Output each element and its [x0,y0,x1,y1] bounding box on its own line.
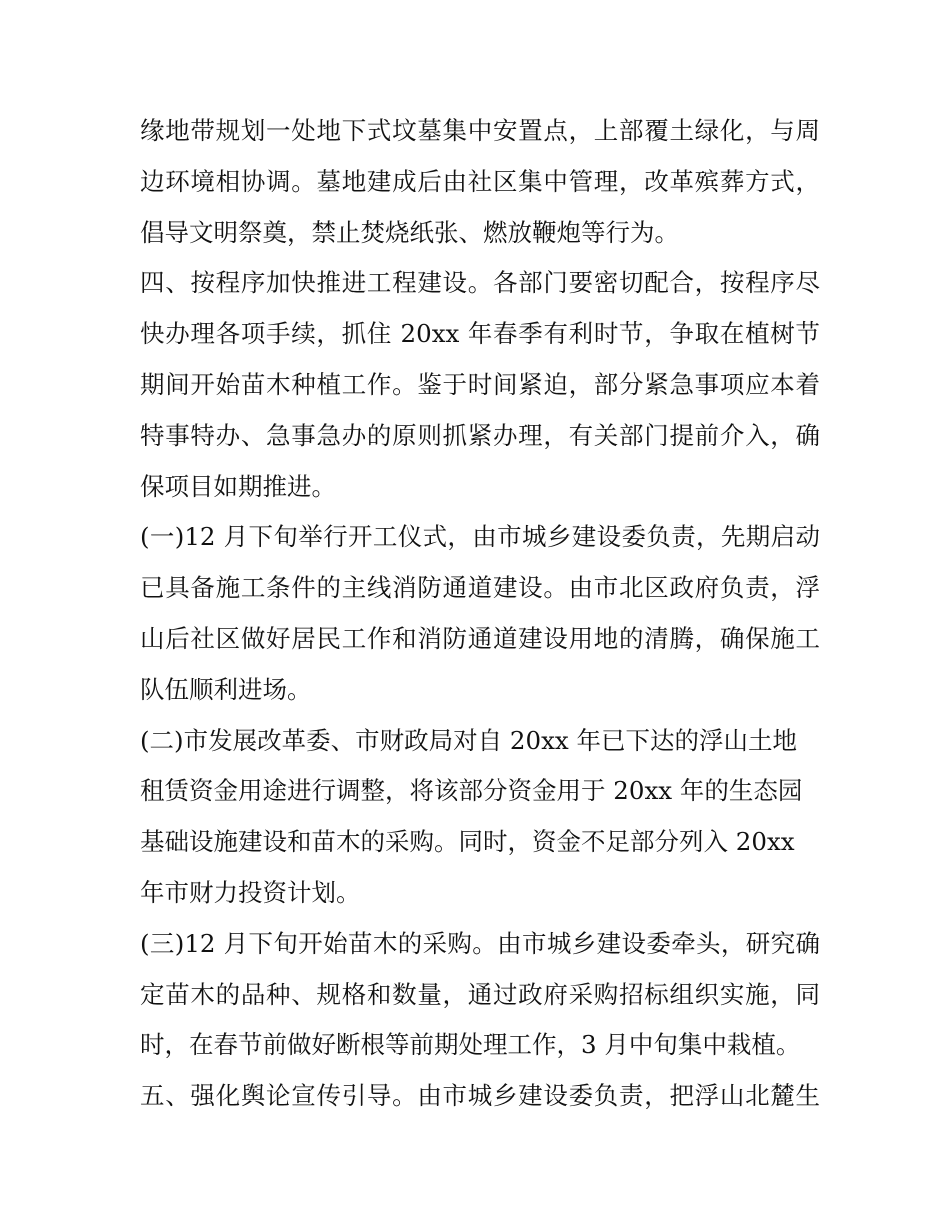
text-line: 年市财力投资计划。 [140,877,361,907]
text-line: (三)12 月下旬开始苗木的采购。由市城乡建设委牵头，研究确 [140,928,820,958]
text-line: 定苗木的品种、规格和数量，通过政府采购招标组织实施，同 [140,979,820,1009]
text-line: 已具备施工条件的主线消防通道建设。由市北区政府负责，浮 [140,573,820,603]
text-line: 保项目如期推进。 [140,471,336,501]
text-line: 特事特办、急事急办的原则抓紧办理，有关部门提前介入，确 [140,420,820,450]
text-line: 期间开始苗木种植工作。鉴于时间紧迫，部分紧急事项应本着 [140,369,820,399]
text-line: 山后社区做好居民工作和消防通道建设用地的清腾，确保施工 [140,623,820,653]
text-line: 租赁资金用途进行调整，将该部分资金用于 20xx 年的生态园 [140,776,803,806]
text-line: 五、强化舆论宣传引导。由市城乡建设委负责，把浮山北麓生 [140,1081,820,1111]
text-line: 缘地带规划一处地下式坟墓集中安置点，上部覆土绿化，与周 [140,116,820,145]
text-line: 边环境相协调。墓地建成后由社区集中管理，改革殡葬方式， [140,166,820,196]
body-text [140,106,820,1122]
text-line: 队伍顺利进场。 [140,674,312,704]
text-line: (一)12 月下旬举行开工仪式，由市城乡建设委负责，先期启动 [140,522,820,552]
text-line: 四、按程序加快推进工程建设。各部门要密切配合，按程序尽 [140,268,820,298]
text-line: 倡导文明祭奠，禁止焚烧纸张、燃放鞭炮等行为。 [140,217,679,247]
text-line: 快办理各项手续，抓住 20xx 年春季有利时节，争取在植树节 [140,319,820,349]
text-line: 时，在春节前做好断根等前期处理工作，3 月中旬集中栽植。 [140,1030,801,1060]
text-line: (二)市发展改革委、市财政局对自 20xx 年已下达的浮山土地 [140,725,797,755]
text-line: 基础设施建设和苗木的采购。同时，资金不足部分列入 20xx [140,827,795,857]
